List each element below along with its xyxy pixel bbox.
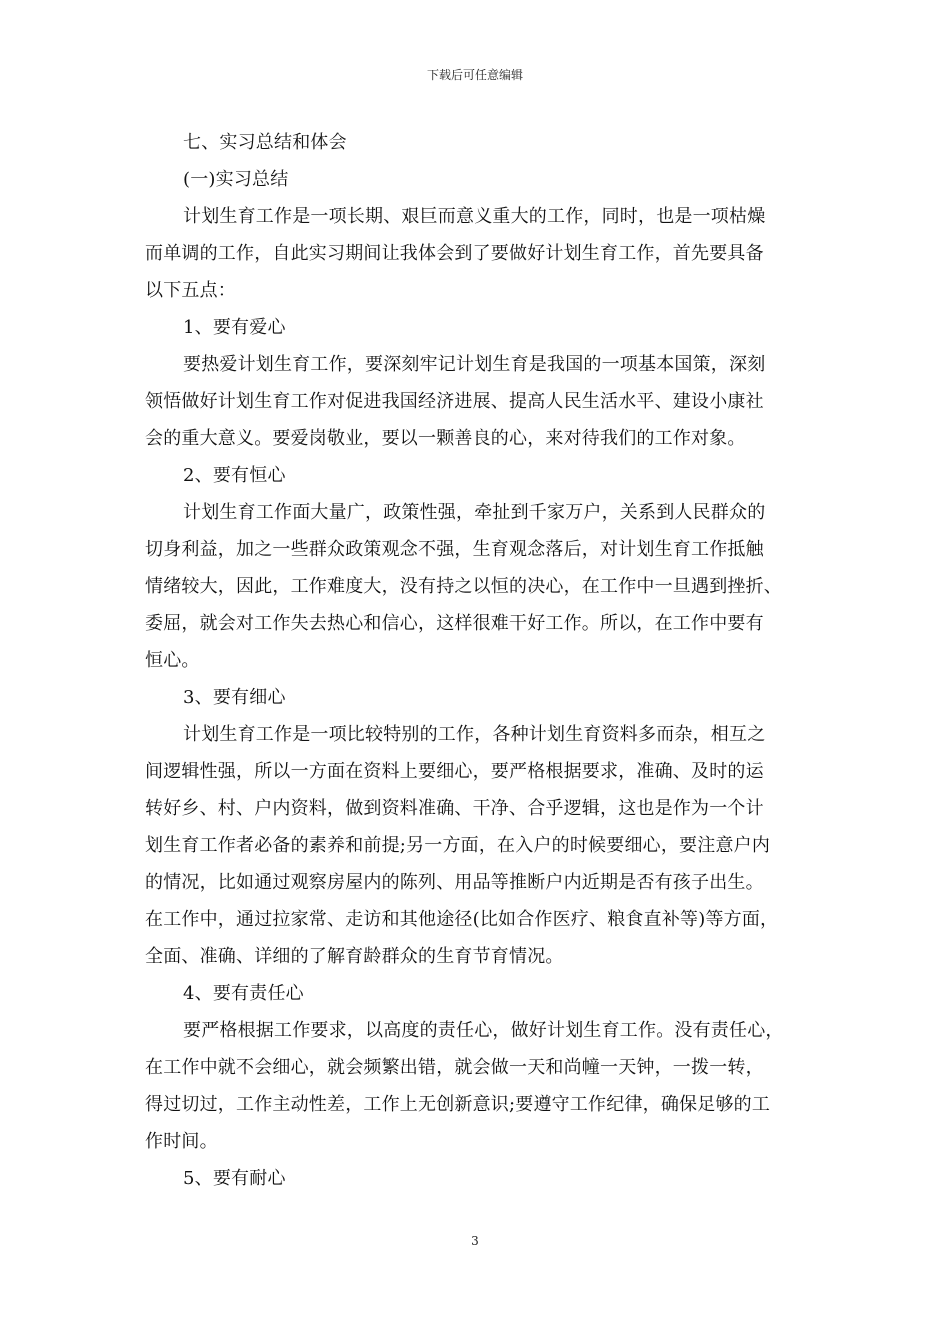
paragraph-line: 作时间。 — [145, 1131, 218, 1152]
list-heading: 4、要有责任心 — [183, 983, 304, 1004]
section-heading: 七、实习总结和体会 — [183, 132, 347, 153]
paragraph-line: 全面、准确、详细的了解育龄群众的生育节育情况。 — [145, 946, 564, 967]
paragraph-line: 计划生育工作是一项长期、艰巨而意义重大的工作，同时，也是一项枯燥 — [183, 206, 766, 227]
paragraph-line: 会的重大意义。要爱岗敬业，要以一颗善良的心，来对待我们的工作对象。 — [145, 428, 746, 449]
header-note: 下载后可任意编辑 — [426, 68, 523, 82]
paragraph-line: 转好乡、村、户内资料，做到资料准确、干净、合乎逻辑，这也是作为一个计 — [145, 798, 764, 819]
paragraph-line: 划生育工作者必备的素养和前提;另一方面，在入户的时候要细心，要注意户内 — [145, 835, 771, 856]
paragraph-line: 在工作中就不会细心，就会频繁出错，就会做一天和尚幢一天钟，一拨一转， — [145, 1057, 764, 1078]
paragraph-line: 在工作中，通过拉家常、走访和其他途径(比如合作医疗、粮食直补等)等方面， — [145, 909, 779, 930]
page-number: 3 — [471, 1234, 479, 1248]
paragraph-line: 委屈，就会对工作失去热心和信心，这样很难干好工作。所以，在工作中要有 — [145, 613, 764, 634]
paragraph-line: 计划生育工作是一项比较特别的工作，各种计划生育资料多而杂，相互之 — [183, 724, 766, 745]
paragraph-line: 得过切过，工作主动性差，工作上无创新意识;要遵守工作纪律，确保足够的工 — [145, 1094, 771, 1115]
paragraph-line: 切身利益，加之一些群众政策观念不强，生育观念落后，对计划生育工作抵触 — [145, 539, 764, 560]
list-heading: 3、要有细心 — [183, 687, 286, 708]
paragraph-line: 要严格根据工作要求，以高度的责任心，做好计划生育工作。没有责任心， — [183, 1020, 784, 1041]
paragraph-line: 而单调的工作，自此实习期间让我体会到了要做好计划生育工作，首先要具备 — [145, 243, 764, 264]
paragraph-line: 情绪较大，因此，工作难度大，没有持之以恒的决心，在工作中一旦遇到挫折、 — [145, 576, 782, 597]
paragraph-line: 领悟做好计划生育工作对促进我国经济进展、提高人民生活水平、建设小康社 — [145, 391, 764, 412]
paragraph-line: 以下五点： — [145, 280, 236, 301]
list-heading: 5、要有耐心 — [183, 1168, 286, 1189]
list-heading: 2、要有恒心 — [183, 465, 286, 486]
paragraph-line: 恒心。 — [145, 650, 200, 671]
paragraph-line: 间逻辑性强，所以一方面在资料上要细心，要严格根据要求，准确、及时的运 — [145, 761, 764, 782]
paragraph-line: 要热爱计划生育工作，要深刻牢记计划生育是我国的一项基本国策，深刻 — [183, 354, 766, 375]
paragraph-line: 计划生育工作面大量广，政策性强，牵扯到千家万户，关系到人民群众的 — [183, 502, 766, 523]
paragraph-line: 的情况，比如通过观察房屋内的陈列、用品等推断户内近期是否有孩子出生。 — [145, 872, 764, 893]
list-heading: 1、要有爱心 — [183, 317, 286, 338]
subsection-heading: (一)实习总结 — [183, 169, 289, 190]
document-body — [145, 124, 813, 1197]
